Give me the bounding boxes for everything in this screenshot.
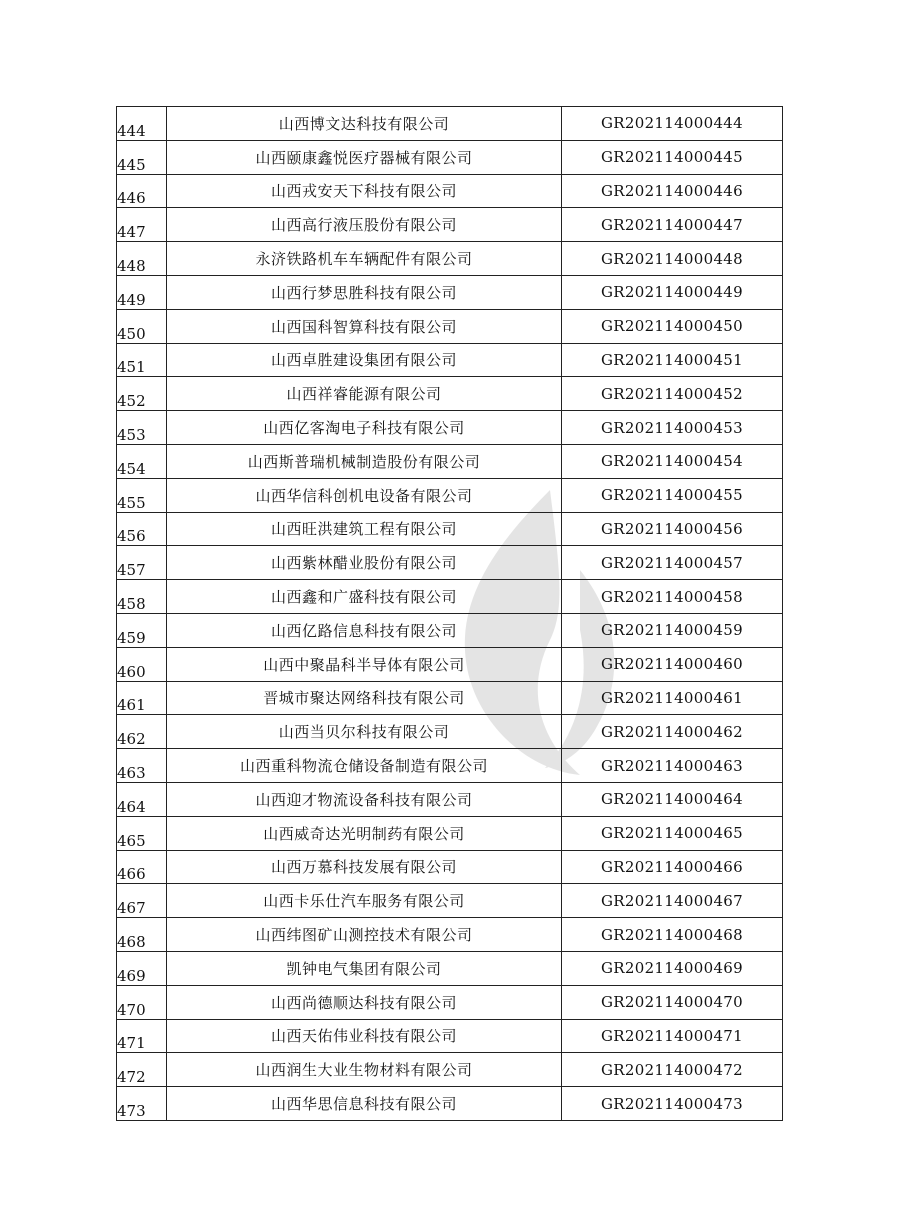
table-row [117, 208, 783, 242]
certificate-code: GR202114000456 [562, 512, 783, 546]
table-row [117, 884, 783, 918]
table-row [117, 546, 783, 580]
row-number: 470 [117, 985, 167, 1019]
certificate-code: GR202114000465 [562, 816, 783, 850]
company-name: 山西威奇达光明制药有限公司 [167, 816, 562, 850]
company-name: 山西高行液压股份有限公司 [167, 208, 562, 242]
table-row [117, 850, 783, 884]
table-row [117, 681, 783, 715]
row-number: 454 [117, 444, 167, 478]
certificate-code: GR202114000446 [562, 174, 783, 208]
row-number: 444 [117, 107, 167, 141]
certificate-code: GR202114000461 [562, 681, 783, 715]
row-number: 463 [117, 749, 167, 783]
row-number: 451 [117, 343, 167, 377]
company-name: 山西祥睿能源有限公司 [167, 377, 562, 411]
company-name: 山西当贝尔科技有限公司 [167, 715, 562, 749]
company-name: 山西亿客淘电子科技有限公司 [167, 411, 562, 445]
row-number: 460 [117, 647, 167, 681]
certificate-code: GR202114000470 [562, 985, 783, 1019]
certificate-code: GR202114000467 [562, 884, 783, 918]
row-number: 467 [117, 884, 167, 918]
row-number: 468 [117, 918, 167, 952]
company-name: 山西旺洪建筑工程有限公司 [167, 512, 562, 546]
certificate-code: GR202114000453 [562, 411, 783, 445]
row-number: 473 [117, 1087, 167, 1121]
certificate-code: GR202114000468 [562, 918, 783, 952]
company-name: 山西鑫和广盛科技有限公司 [167, 580, 562, 614]
table-row [117, 918, 783, 952]
row-number: 469 [117, 951, 167, 985]
table-row [117, 377, 783, 411]
company-name: 山西亿路信息科技有限公司 [167, 613, 562, 647]
row-number: 455 [117, 478, 167, 512]
table-row [117, 512, 783, 546]
table-row [117, 715, 783, 749]
table-row [117, 782, 783, 816]
company-name: 山西行梦思胜科技有限公司 [167, 275, 562, 309]
row-number: 447 [117, 208, 167, 242]
table-row [117, 309, 783, 343]
company-name: 凯钟电气集团有限公司 [167, 951, 562, 985]
company-name: 山西华思信息科技有限公司 [167, 1087, 562, 1121]
certificate-code: GR202114000448 [562, 242, 783, 276]
company-name: 山西戎安天下科技有限公司 [167, 174, 562, 208]
table-row [117, 1087, 783, 1121]
certificate-code: GR202114000466 [562, 850, 783, 884]
row-number: 450 [117, 309, 167, 343]
company-name: 山西天佑伟业科技有限公司 [167, 1019, 562, 1053]
table-row [117, 411, 783, 445]
table-row [117, 343, 783, 377]
row-number: 465 [117, 816, 167, 850]
certificate-code: GR202114000444 [562, 107, 783, 141]
company-name: 山西颐康鑫悦医疗器械有限公司 [167, 140, 562, 174]
enterprise-table-body [117, 107, 783, 1121]
company-name: 山西纬图矿山测控技术有限公司 [167, 918, 562, 952]
row-number: 446 [117, 174, 167, 208]
company-name: 山西华信科创机电设备有限公司 [167, 478, 562, 512]
company-name: 山西国科智算科技有限公司 [167, 309, 562, 343]
row-number: 452 [117, 377, 167, 411]
table-row [117, 985, 783, 1019]
table-row [117, 107, 783, 141]
certificate-code: GR202114000473 [562, 1087, 783, 1121]
certificate-code: GR202114000458 [562, 580, 783, 614]
table-row [117, 174, 783, 208]
certificate-code: GR202114000447 [562, 208, 783, 242]
company-name: 山西博文达科技有限公司 [167, 107, 562, 141]
row-number: 453 [117, 411, 167, 445]
table-row [117, 951, 783, 985]
certificate-code: GR202114000462 [562, 715, 783, 749]
certificate-code: GR202114000471 [562, 1019, 783, 1053]
row-number: 461 [117, 681, 167, 715]
company-name: 山西卡乐仕汽车服务有限公司 [167, 884, 562, 918]
table-row [117, 275, 783, 309]
certificate-code: GR202114000445 [562, 140, 783, 174]
row-number: 472 [117, 1053, 167, 1087]
row-number: 471 [117, 1019, 167, 1053]
certificate-code: GR202114000464 [562, 782, 783, 816]
row-number: 449 [117, 275, 167, 309]
table-row [117, 613, 783, 647]
certificate-code: GR202114000463 [562, 749, 783, 783]
company-name: 山西卓胜建设集团有限公司 [167, 343, 562, 377]
row-number: 464 [117, 782, 167, 816]
company-name: 山西斯普瑞机械制造股份有限公司 [167, 444, 562, 478]
certificate-code: GR202114000451 [562, 343, 783, 377]
certificate-code: GR202114000449 [562, 275, 783, 309]
certificate-code: GR202114000454 [562, 444, 783, 478]
certificate-code: GR202114000459 [562, 613, 783, 647]
row-number: 448 [117, 242, 167, 276]
row-number: 466 [117, 850, 167, 884]
company-name: 永济铁路机车车辆配件有限公司 [167, 242, 562, 276]
table-row [117, 580, 783, 614]
row-number: 459 [117, 613, 167, 647]
table-row [117, 749, 783, 783]
company-name: 山西万慕科技发展有限公司 [167, 850, 562, 884]
enterprise-table [116, 106, 783, 1121]
certificate-code: GR202114000457 [562, 546, 783, 580]
table-row [117, 444, 783, 478]
company-name: 山西中聚晶科半导体有限公司 [167, 647, 562, 681]
table-row [117, 140, 783, 174]
company-name: 山西迎才物流设备科技有限公司 [167, 782, 562, 816]
row-number: 458 [117, 580, 167, 614]
table-row [117, 478, 783, 512]
certificate-code: GR202114000472 [562, 1053, 783, 1087]
row-number: 457 [117, 546, 167, 580]
table-row [117, 647, 783, 681]
company-name: 山西尚德顺达科技有限公司 [167, 985, 562, 1019]
row-number: 456 [117, 512, 167, 546]
company-name: 山西润生大业生物材料有限公司 [167, 1053, 562, 1087]
company-name: 晋城市聚达网络科技有限公司 [167, 681, 562, 715]
certificate-code: GR202114000455 [562, 478, 783, 512]
table-row [117, 242, 783, 276]
table-row [117, 1053, 783, 1087]
row-number: 462 [117, 715, 167, 749]
table-row [117, 816, 783, 850]
row-number: 445 [117, 140, 167, 174]
table-row [117, 1019, 783, 1053]
certificate-code: GR202114000460 [562, 647, 783, 681]
certificate-code: GR202114000450 [562, 309, 783, 343]
company-name: 山西重科物流仓储设备制造有限公司 [167, 749, 562, 783]
certificate-code: GR202114000469 [562, 951, 783, 985]
certificate-code: GR202114000452 [562, 377, 783, 411]
company-name: 山西紫林醋业股份有限公司 [167, 546, 562, 580]
